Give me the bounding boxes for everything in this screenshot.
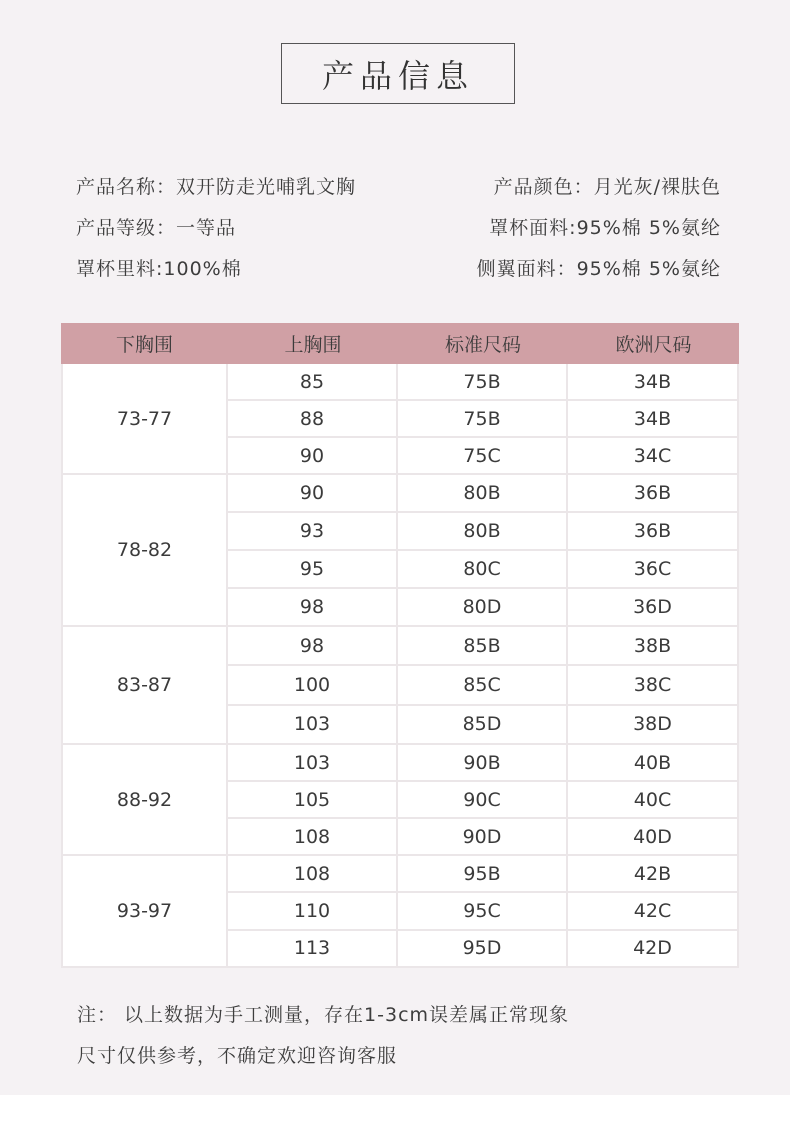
table-row (228, 819, 737, 854)
standard-size-cell: 90D (398, 819, 568, 854)
table-row (228, 589, 737, 625)
product-grade: 产品等级：一等品 (76, 217, 237, 239)
table-row (228, 745, 737, 782)
over-bust-cell: 108 (228, 819, 398, 854)
under-bust-range: 73-77 (63, 364, 228, 473)
size-group (63, 475, 737, 627)
header-over-bust: 上胸围 (284, 334, 342, 356)
standard-size-cell: 85D (398, 706, 568, 743)
eu-size-cell: 42D (633, 937, 672, 960)
over-bust-cell: 105 (228, 782, 398, 817)
size-group (63, 627, 737, 745)
standard-size-cell: 85B (398, 627, 568, 664)
header-under-bust: 下胸围 (115, 334, 173, 356)
table-header (61, 323, 739, 364)
product-name: 产品名称：双开防走光哺乳文胸 (76, 176, 357, 198)
table-row (228, 893, 737, 930)
standard-size-cell: 85C (398, 666, 568, 703)
cup-lining-fabric: 罩杯里料:100%棉 (76, 258, 242, 280)
over-bust-cell: 103 (228, 706, 398, 743)
eu-size-cell: 38D (633, 713, 672, 736)
eu-size-cell: 34B (633, 407, 672, 430)
standard-size-cell: 80B (398, 513, 568, 549)
eu-size-cell: 36B (633, 482, 672, 504)
under-bust-range: 78-82 (63, 475, 228, 625)
over-bust-cell: 110 (228, 893, 398, 928)
over-bust-cell: 85 (228, 364, 398, 399)
table-row (228, 931, 737, 966)
eu-size-cell: 42B (633, 862, 672, 885)
standard-size-cell: 75C (398, 438, 568, 473)
standard-size-cell: 90B (398, 745, 568, 780)
standard-size-cell: 80C (398, 551, 568, 587)
table-row (228, 666, 737, 705)
over-bust-cell: 90 (228, 475, 398, 511)
under-bust-range: 88-92 (63, 745, 228, 854)
over-bust-cell: 88 (228, 401, 398, 436)
over-bust-cell: 95 (228, 551, 398, 587)
standard-size-cell: 80D (398, 589, 568, 625)
table-row (228, 782, 737, 819)
eu-size-cell: 36B (633, 520, 672, 542)
table-row (228, 364, 737, 401)
header-eu-size: 欧洲尺码 (615, 334, 692, 356)
table-row (228, 401, 737, 438)
side-wing-fabric: 侧翼面料：95%棉 5%氨纶 (476, 258, 721, 280)
table-row (228, 513, 737, 551)
table-row (228, 438, 737, 473)
size-group (63, 745, 737, 856)
info-row-2 (76, 213, 721, 240)
table-row (228, 706, 737, 743)
table-body (61, 364, 739, 968)
table-row (228, 551, 737, 589)
standard-size-cell: 95C (398, 893, 568, 928)
standard-size-cell: 95B (398, 856, 568, 891)
info-row-1 (76, 172, 721, 199)
over-bust-cell: 103 (228, 745, 398, 780)
over-bust-cell: 90 (228, 438, 398, 473)
table-row (228, 627, 737, 666)
standard-size-cell: 80B (398, 475, 568, 511)
eu-size-cell: 40B (633, 751, 672, 774)
eu-size-cell: 38B (633, 634, 672, 657)
under-bust-range: 93-97 (63, 856, 228, 966)
product-color: 产品颜色：月光灰/裸肤色 (493, 176, 721, 198)
standard-size-cell: 75B (398, 401, 568, 436)
note-line-1: 注： 以上数据为手工测量，存在1-3cm误差属正常现象 (77, 1004, 570, 1026)
under-bust-range: 83-87 (63, 627, 228, 743)
size-group (63, 856, 737, 966)
eu-size-cell: 34B (633, 370, 672, 393)
over-bust-cell: 100 (228, 666, 398, 703)
standard-size-cell: 95D (398, 931, 568, 966)
size-table (61, 323, 739, 968)
size-group (63, 364, 737, 475)
cup-face-fabric: 罩杯面料:95%棉 5%氨纶 (489, 217, 721, 239)
over-bust-cell: 98 (228, 589, 398, 625)
over-bust-cell: 93 (228, 513, 398, 549)
standard-size-cell: 75B (398, 364, 568, 399)
over-bust-cell: 108 (228, 856, 398, 891)
over-bust-cell: 98 (228, 627, 398, 664)
page-title: 产品信息 (281, 43, 515, 104)
standard-size-cell: 90C (398, 782, 568, 817)
eu-size-cell: 40C (633, 788, 672, 811)
eu-size-cell: 34C (633, 444, 672, 467)
eu-size-cell: 40D (633, 825, 672, 848)
table-row (228, 475, 737, 513)
info-row-3 (76, 254, 721, 281)
eu-size-cell: 36C (633, 558, 672, 580)
note-line-2: 尺寸仅供参考，不确定欢迎咨询客服 (77, 1045, 398, 1067)
table-row (228, 856, 737, 893)
eu-size-cell: 36D (633, 596, 672, 618)
over-bust-cell: 113 (228, 931, 398, 966)
eu-size-cell: 38C (633, 673, 672, 696)
header-standard-size: 标准尺码 (444, 334, 521, 356)
eu-size-cell: 42C (633, 899, 672, 922)
